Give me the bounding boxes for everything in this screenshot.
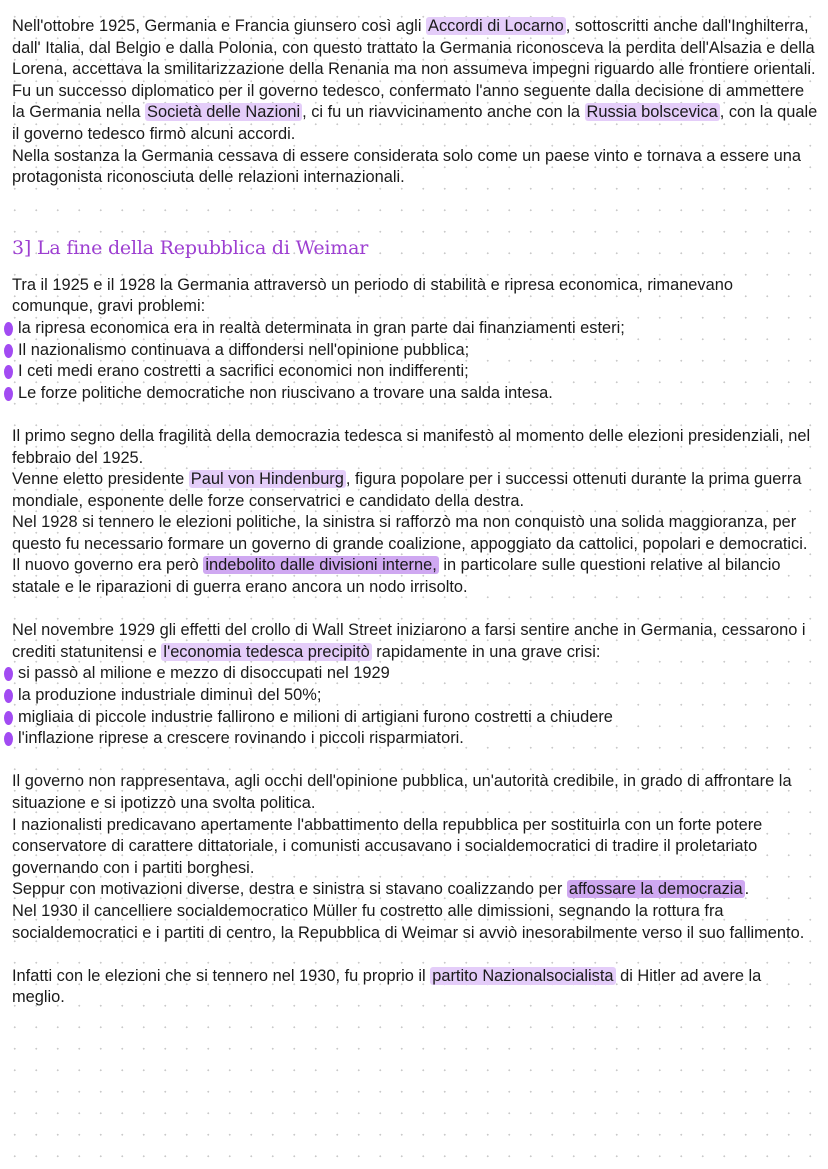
bullet-icon [4,711,13,725]
paragraph-stabilita: Tra il 1925 e il 1928 la Germania attraversò un periodo di stabilità e ripresa economica, rimanevano comunque, gravi problemi: [12,275,733,316]
list-item: Il nazionalismo continuava a diffondersi nell'opinione pubblica; [12,340,818,362]
bullet-icon [4,344,13,358]
list-item: la produzione industriale diminuì del 50%; [12,685,818,707]
bullet-icon [4,322,13,336]
highlight-divisioni-interne: indebolito dalle divisioni interne, [205,556,437,575]
paragraph-nazionalsocialista: Infatti con le elezioni che si tennero nel 1930, fu proprio il partito Nazionalsocialista di Hitler ad avere la meglio. [12,966,762,1007]
list-item: I ceti medi erano costretti a sacrifici economici non indifferenti; [12,361,818,383]
crisis-list [12,663,818,749]
bullet-icon [4,732,13,746]
highlight-societa-nazioni: Società delle Nazioni [147,103,301,122]
highlight-hindenburg: Paul von Hindenburg [190,470,344,489]
highlight-economia-precipito: l'economia tedesca precipitò [163,642,370,661]
highlight-russia-bolscevica: Russia bolscevica [586,103,718,122]
bullet-icon [4,365,13,379]
paragraph-sostanza: Nella sostanza la Germania cessava di essere considerata solo come un paese vinto e tornava a essere una protagonista riconosciuta delle relazioni internazionali. [12,146,802,187]
paragraph-nazionalisti: I nazionalisti predicavano apertamente l'abbattimento della repubblica per sostituirla con un forte potere conservatore di carattere dittatoriale, i comunisti accusavano i socialdemocratici di tradire il proletariato governando con i partiti borghesi. [12,815,763,877]
bullet-icon [4,689,13,703]
highlight-partito-nazionalsocialista: partito Nazionalsocialista [432,966,614,985]
list-item: la ripresa economica era in realtà determinata in gran parte dai finanziamenti esteri; [12,318,818,340]
list-item: l'inflazione riprese a crescere rovinando i piccoli risparmiatori. [12,728,818,750]
paragraph-wall-street: Nel novembre 1929 gli effetti del crollo di Wall Street iniziarono a farsi sentire anche in Germania, cessarono i crediti statunitensi e l'economia tedesca precipitò rapidamente in una grave crisi: [12,621,806,661]
bullet-icon [4,667,13,681]
list-item: migliaia di piccole industrie fallirono e milioni di artigiani furono costretti a chiudere [12,707,818,729]
paragraph-locarno: Nell'ottobre 1925, Germania e Francia giunsero così agli Accordi di Locarno , sottoscritti anche dall'Inghilterra, dall' Italia, dal Belgio e dalla Polonia, con questo trattato la Germania riconosceva la perdita dell'Alsazia e della Lorena, accettava la smilitarizzazione della Renania ma non assumeva impegni riguardo alle frontiere orientali. [12,17,816,79]
paragraph-elezioni-1928: Nel 1928 si tennero le elezioni politiche, la sinistra si rafforzò ma non conquistò una solida maggioranza, per questo fu necessario formare un governo di grande coalizione, appoggiato da cattolici, popolari e democratici. [12,513,808,553]
highlight-affossare-democrazia: affossare la democrazia [568,880,743,899]
problems-list [12,318,818,404]
paragraph-nuovo-governo: Il nuovo governo era però indebolito dalle divisioni interne, in particolare sulle questioni relative al bilancio statale e le riparazioni di guerra erano ancora un nodo irrisolto. [12,556,781,597]
note-page [12,16,818,1009]
paragraph-governo-credibile: Il governo non rappresentava, agli occhi dell'opinione pubblica, un'autorità credibile, in grado di affrontare la situazione e si ipotizzò una svolta politica. [12,772,792,812]
list-item: Le forze politiche democratiche non riuscivano a trovare una salda intesa. [12,383,818,405]
paragraph-primo-segno: Il primo segno della fragilità della democrazia tedesca si manifestò al momento delle elezioni presidenziali, nel febbraio del 1925. [12,426,811,467]
section-title: 3] La fine della Repubblica di Weimar [12,236,369,259]
highlight-accordi-di-locarno: Accordi di Locarno [428,17,564,35]
paragraph-hindenburg: Venne eletto presidente Paul von Hindenburg , figura popolare per i successi ottenuti durante la prima guerra mondiale, esponente delle forze conservatrici e candidato della destra. [12,470,802,510]
paragraph-successo-diplomatico: Fu un successo diplomatico per il governo tedesco, confermato l'anno seguente dalla decisione di ammettere la Germania nella Società delle Nazioni , ci fu un riavvicinamento anche con la Russia bolscevica , con la quale il governo tedesco firmò alcuni accordi. [12,81,818,143]
list-item: si passò al milione e mezzo di disoccupati nel 1929 [12,663,818,685]
paragraph-coalizione: Seppur con motivazioni diverse, destra e sinistra si stavano coalizzando per affossare la democrazia . [12,880,750,899]
bullet-icon [4,387,13,401]
paragraph-muller: Nel 1930 il cancelliere socialdemocratico Müller fu costretto alle dimissioni, segnando la rottura fra socialdemocratici e i partiti di centro, la Repubblica di Weimar si avviò inesorabilmente verso il suo fallimento. [12,901,805,942]
